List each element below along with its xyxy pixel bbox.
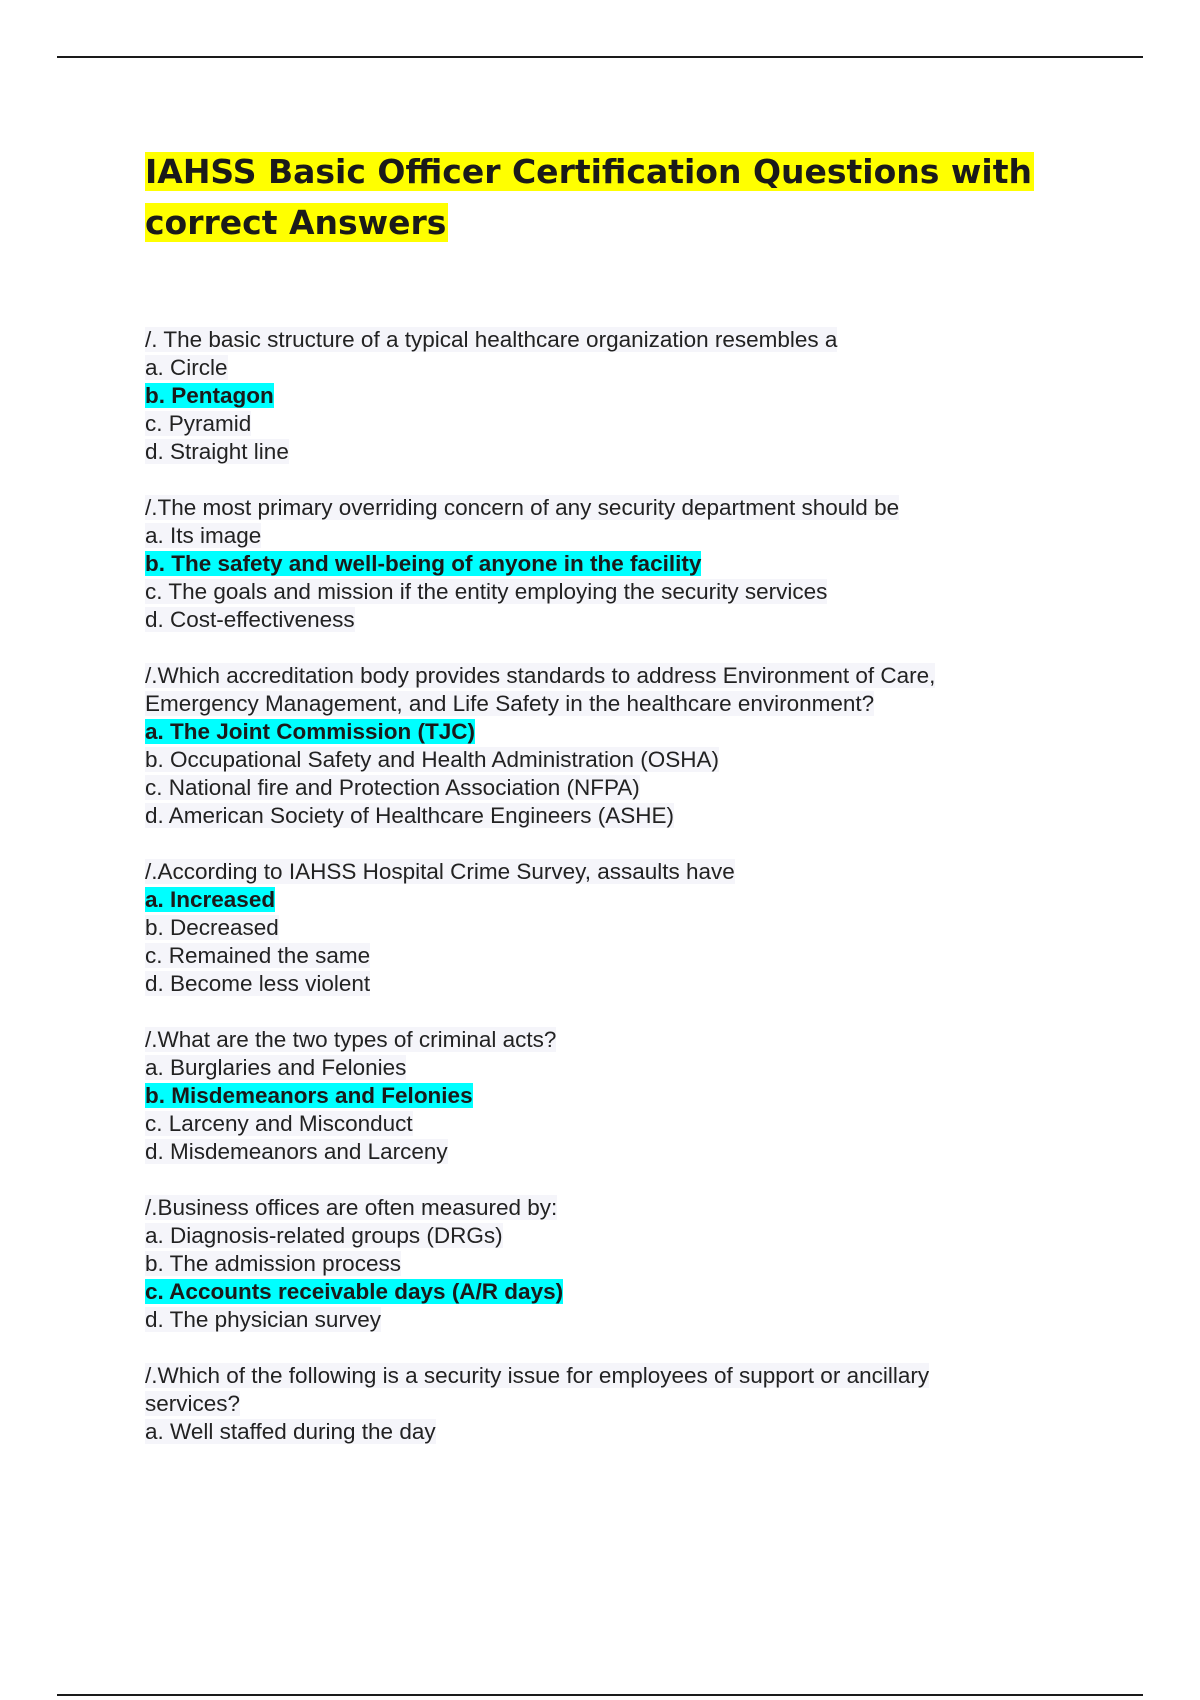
answer-option: c. Remained the same xyxy=(145,943,371,968)
answer-option: b. Decreased xyxy=(145,915,279,940)
question-block xyxy=(145,858,1025,998)
answer-option: a. Diagnosis-related groups (DRGs) xyxy=(145,1223,503,1248)
question-block xyxy=(145,1362,1025,1446)
correct-answer-option: a. The Joint Commission (TJC) xyxy=(145,719,476,744)
answer-option: a. Well staffed during the day xyxy=(145,1419,436,1444)
question-block xyxy=(145,1026,1025,1166)
question-text: /.Which accreditation body provides standards to address Environment of Care, Emergency Management, and Life Safety in the healthcare environment? xyxy=(145,663,936,716)
question-text: /. The basic structure of a typical healthcare organization resembles a xyxy=(145,327,838,352)
correct-answer-option: b. The safety and well-being of anyone in the facility xyxy=(145,551,702,576)
answer-option: a. Circle xyxy=(145,355,228,380)
answer-option: d. Cost-effectiveness xyxy=(145,607,355,632)
answer-option: d. Misdemeanors and Larceny xyxy=(145,1139,448,1164)
answer-option: c. Larceny and Misconduct xyxy=(145,1111,413,1136)
question-text: /.The most primary overriding concern of any security department should be xyxy=(145,495,900,520)
question-text: /.According to IAHSS Hospital Crime Survey, assaults have xyxy=(145,859,735,884)
answer-option: c. National fire and Protection Association (NFPA) xyxy=(145,775,640,800)
correct-answer-option: b. Pentagon xyxy=(145,383,274,408)
answer-option: b. The admission process xyxy=(145,1251,401,1276)
correct-answer-option: c. Accounts receivable days (A/R days) xyxy=(145,1279,564,1304)
document-title xyxy=(145,146,1045,248)
question-block xyxy=(145,494,1025,634)
correct-answer-option: b. Misdemeanors and Felonies xyxy=(145,1083,473,1108)
answer-option: c. The goals and mission if the entity employing the security services xyxy=(145,579,828,604)
answer-option: d. Straight line xyxy=(145,439,289,464)
question-list xyxy=(145,326,1025,1474)
answer-option: c. Pyramid xyxy=(145,411,252,436)
answer-option: a. Burglaries and Felonies xyxy=(145,1055,407,1080)
correct-answer-option: a. Increased xyxy=(145,887,276,912)
answer-option: d. Become less violent xyxy=(145,971,371,996)
answer-option: b. Occupational Safety and Health Administration (OSHA) xyxy=(145,747,720,772)
question-text: /.What are the two types of criminal acts? xyxy=(145,1027,557,1052)
question-block xyxy=(145,1194,1025,1334)
answer-option: a. Its image xyxy=(145,523,262,548)
question-block xyxy=(145,662,1025,830)
title-line-1: IAHSS Basic Officer Certification Questions with xyxy=(145,152,1032,191)
question-text: /.Business offices are often measured by: xyxy=(145,1195,558,1220)
question-block xyxy=(145,326,1025,466)
bottom-rule xyxy=(57,1694,1143,1696)
answer-option: d. The physician survey xyxy=(145,1307,381,1332)
question-text: /.Which of the following is a security issue for employees of support or ancillary services? xyxy=(145,1363,930,1416)
answer-option: d. American Society of Healthcare Engineers (ASHE) xyxy=(145,803,674,828)
top-rule xyxy=(57,56,1143,58)
title-line-2: correct Answers xyxy=(145,203,447,242)
